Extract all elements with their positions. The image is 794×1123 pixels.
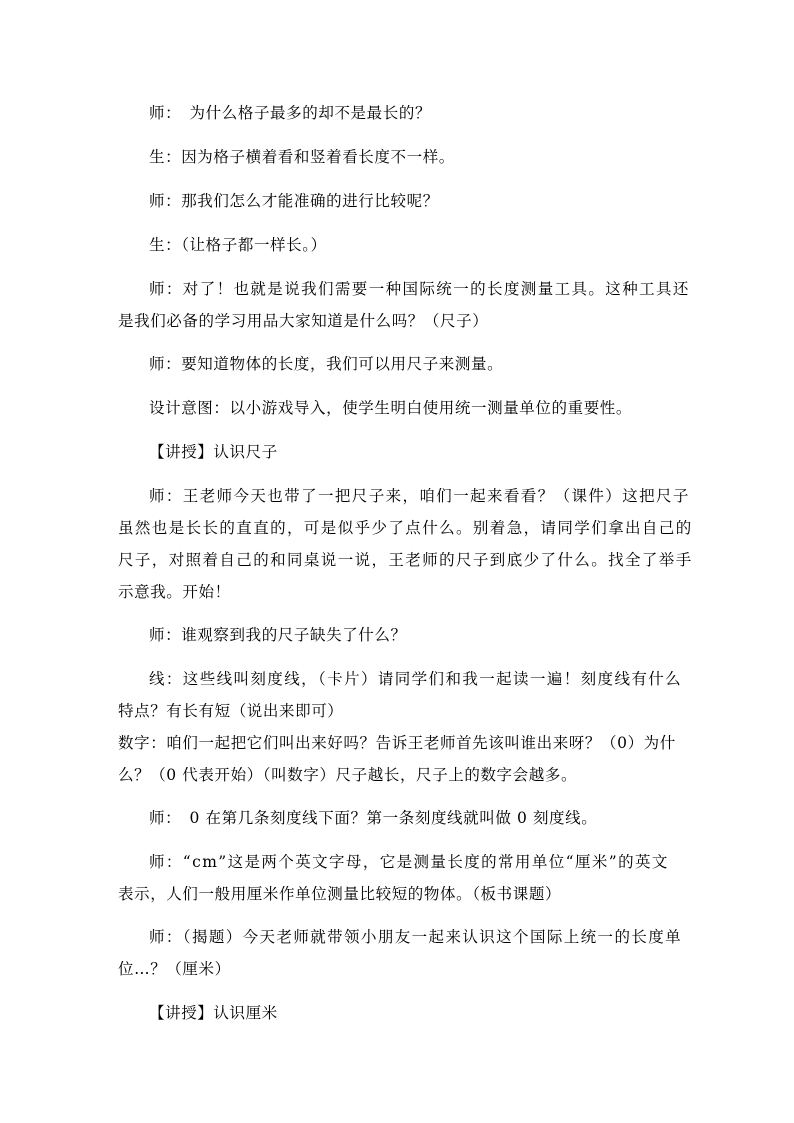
dialogue-line-student-answer: 生：因为格子横着看和竖着看长度不一样。: [149, 148, 455, 166]
paragraph-line: 特点？有长有短（说出来即可）: [118, 702, 344, 720]
section-heading-centimeter: 【讲授】认识厘米: [149, 1004, 278, 1022]
paragraph-line: 虽然也是长长的直直的，可是似乎少了点什么。别着急，请同学们拿出自己的: [118, 519, 693, 537]
paragraph-line: 师：“cm”这是两个英文字母，它是测量长度的常用单位“厘米”的英文: [149, 853, 669, 871]
dialogue-line-teacher-measure: 师：要知道物体的长度，我们可以用尺子来测量。: [149, 355, 504, 373]
design-intent-note: 设计意图：以小游戏导入，使学生明白使用统一测量单位的重要性。: [149, 399, 633, 417]
dialogue-line-teacher-compare: 师：那我们怎么才能准确的进行比较呢？: [149, 192, 439, 210]
paragraph-line: 师：王老师今天也带了一把尺子来，咱们一起来看看？（课件）这把尺子: [149, 487, 690, 505]
paragraph-line: 是我们必备的学习用品大家知道是什么吗？（尺子）: [118, 312, 489, 330]
dialogue-line-teacher-observe: 师：谁观察到我的尺子缺失了什么？: [149, 626, 407, 644]
paragraph-line: 尺子，对照着自己的和同桌说一说，王老师的尺子到底少了什么。找全了举手: [118, 551, 693, 569]
paragraph-line: 位…？（厘米）: [118, 960, 231, 978]
dialogue-line-zero-mark: 师： 0 在第几条刻度线下面？第一条刻度线就叫做 0 刻度线。: [149, 809, 598, 827]
section-heading-ruler: 【讲授】认识尺子: [149, 443, 278, 461]
paragraph-line: 数字：咱们一起把它们叫出来好吗？告诉王老师首先该叫谁出来呀？（0）为什: [118, 734, 676, 752]
dialogue-line-student-same-length: 生：（让格子都一样长。）: [149, 236, 327, 254]
paragraph-line: 示意我。开始！: [118, 583, 231, 601]
paragraph-line: 么？（0 代表开始）（叫数字）尺子越长，尺子上的数字会越多。: [118, 766, 578, 784]
paragraph-line: 线：这些线叫刻度线，（卡片）请同学们和我一起读一遍！刻度线有什么: [149, 670, 683, 688]
paragraph-line: 师：（揭题）今天老师就带领小朋友一起来认识这个国际上统一的长度单: [149, 928, 683, 946]
dialogue-line-teacher-question: 师： 为什么格子最多的却不是最长的？: [149, 104, 432, 122]
paragraph-line: 表示，人们一般用厘米作单位测量比较短的物体。（板书课题）: [118, 885, 562, 903]
paragraph-line: 师：对了！也就是说我们需要一种国际统一的长度测量工具。这种工具还: [149, 280, 690, 298]
